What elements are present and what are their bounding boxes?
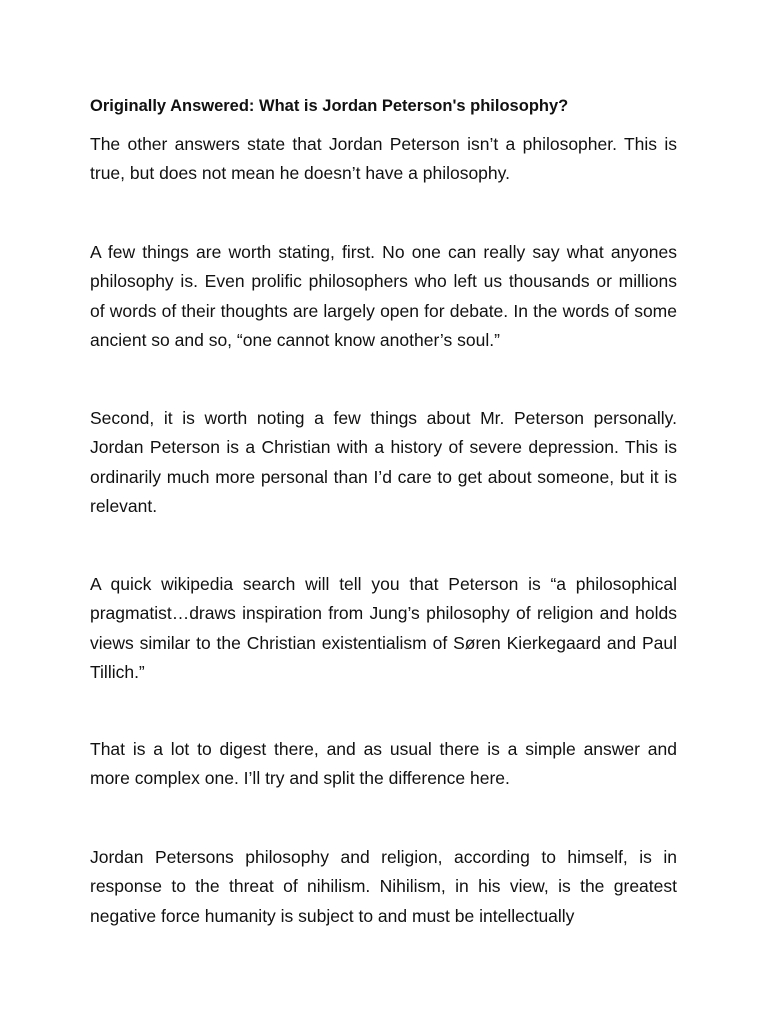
paragraph-6: Jordan Petersons philosophy and religion, according to himself, is in response to the threat of nihilism. Nihilism, in his view, is the greatest negative force humanity is subject to and must be intellectually — [90, 847, 677, 926]
paragraph-3: Second, it is worth noting a few things about Mr. Peterson personally. Jordan Peterson is a Christian with a history of severe depression. This is ordinarily much more personal than I’d care to get about someone, but it is relevant. — [90, 408, 677, 516]
paragraph-1: The other answers state that Jordan Peterson isn’t a philosopher. This is true, but does not mean he doesn’t have a philosophy. — [90, 134, 677, 184]
paragraph-2: A few things are worth stating, first. No one can really say what anyones philosophy is. Even prolific philosophers who left us thousands or millions of words of their thoughts are largely open for debate. In the words of some ancient so and so, “one cannot know another’s soul.” — [90, 242, 677, 350]
paragraph-4: A quick wikipedia search will tell you that Peterson is “a philosophical pragmatist…draws inspiration from Jung’s philosophy of religion and holds views similar to the Christian existentialism of Søren Kierkegaard and Paul Tillich.” — [90, 574, 677, 682]
question-heading: Originally Answered: What is Jordan Peterson's philosophy? — [90, 97, 569, 115]
paragraph-5: That is a lot to digest there, and as usual there is a simple answer and more complex one. I’ll try and split the difference here. — [90, 739, 677, 789]
